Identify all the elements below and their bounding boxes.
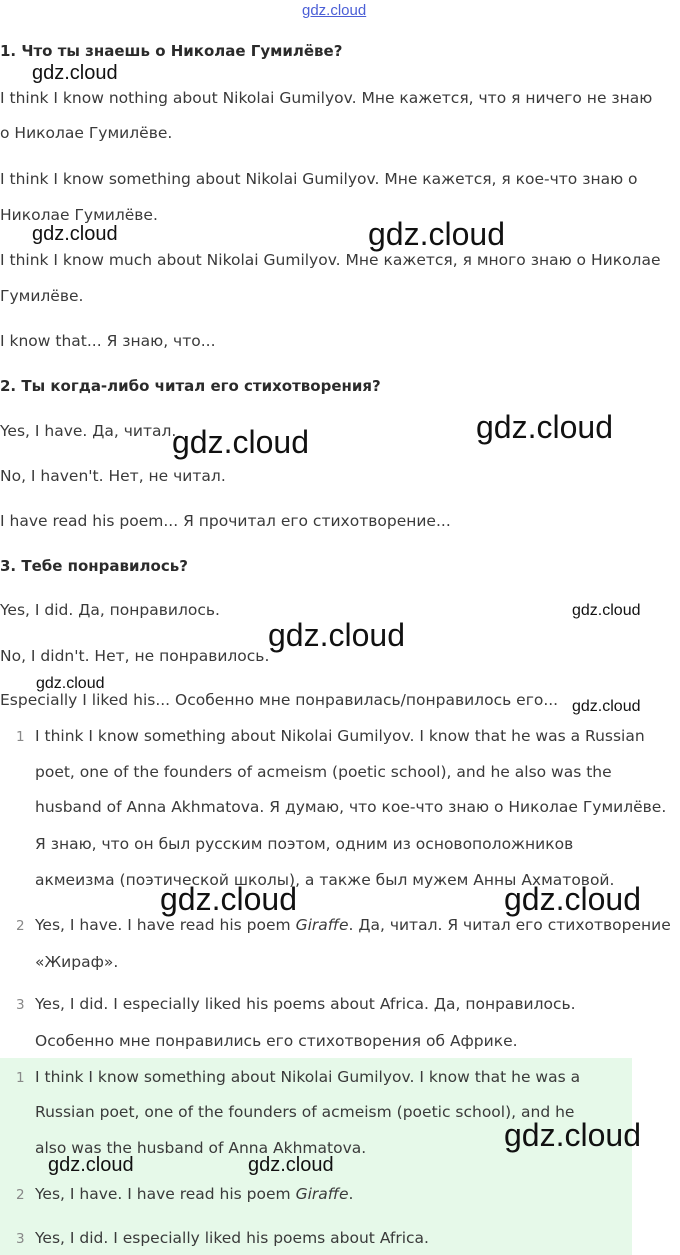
list-item-line: «Жираф».	[35, 953, 119, 971]
list-item-line: I think I know something about Nikolai Gumilyov. I know that he was a	[35, 1068, 581, 1086]
answer-line: I think I know nothing about Nikolai Gumilyov. Мне кажется, что я ничего не знаю	[0, 89, 653, 107]
list-item-number: 2	[16, 918, 25, 934]
watermark: gdz.cloud	[32, 62, 118, 84]
list-item-line: Я знаю, что он был русским поэтом, одним из основоположников	[35, 835, 574, 853]
list-item-line: Russian poet, one of the founders of acmeism (poetic school), and he	[35, 1103, 575, 1121]
watermark: gdz.cloud	[368, 216, 505, 252]
question-2: 2. Ты когда-либо читал его стихотворения?	[0, 377, 381, 395]
watermark: gdz.cloud	[268, 617, 405, 653]
answer-line: No, I didn't. Нет, не понравилось.	[0, 647, 270, 665]
poem-title: Giraffe	[295, 916, 349, 934]
list-item-line: husband of Anna Akhmatova. Я думаю, что кое-что знаю о Николае Гумилёве.	[35, 798, 667, 816]
list-item-number: 2	[16, 1187, 25, 1203]
list-item-line: poet, one of the founders of acmeism (poetic school), and he also was the	[35, 763, 612, 781]
list-item-number: 1	[16, 1070, 25, 1086]
answer-line: Николае Гумилёве.	[0, 206, 158, 224]
question-1: 1. Что ты знаешь о Николае Гумилёве?	[0, 42, 343, 60]
list-item-line: Yes, I did. I especially liked his poems about Africa.	[35, 1229, 429, 1247]
watermark: gdz.cloud	[572, 698, 641, 715]
poem-title: Giraffe	[295, 1185, 349, 1203]
watermark: gdz.cloud	[248, 1154, 334, 1176]
watermark: gdz.cloud	[476, 409, 613, 445]
list-item-number: 1	[16, 729, 25, 745]
watermark: gdz.cloud	[504, 881, 641, 917]
watermark: gdz.cloud	[572, 602, 641, 619]
list-item-line: Особенно мне понравились его стихотворения об Африке.	[35, 1032, 518, 1050]
answer-line: I have read his poem... Я прочитал его стихотворение...	[0, 512, 451, 530]
site-link[interactable]: gdz.cloud	[302, 2, 367, 19]
answer-line: I know that... Я знаю, что...	[0, 332, 216, 350]
answer-line: Гумилёве.	[0, 287, 84, 305]
watermark: gdz.cloud	[504, 1117, 641, 1153]
answer-line: I think I know much about Nikolai Gumilyov. Мне кажется, я много знаю о Николае	[0, 251, 661, 269]
list-item-line: акмеизма (поэтической школы), а также был мужем Анны Ахматовой.	[35, 871, 615, 889]
list-item-line: also was the husband of Anna Akhmatova.	[35, 1139, 367, 1157]
question-3: 3. Тебе понравилось?	[0, 557, 188, 575]
watermark: gdz.cloud	[36, 675, 105, 692]
list-item-line: Yes, I did. I especially liked his poems about Africa. Да, понравилось.	[35, 995, 576, 1013]
list-item-number: 3	[16, 997, 25, 1013]
watermark: gdz.cloud	[48, 1154, 134, 1176]
answer-line: Especially I liked his... Особенно мне понравилась/понравилось его...	[0, 691, 559, 709]
watermark: gdz.cloud	[32, 223, 118, 245]
answer-line: о Николае Гумилёве.	[0, 124, 173, 142]
answer-line: I think I know something about Nikolai Gumilyov. Мне кажется, я кое-что знаю о	[0, 170, 638, 188]
answer-line: No, I haven't. Нет, не читал.	[0, 467, 226, 485]
watermark: gdz.cloud	[172, 424, 309, 460]
list-item-line: Yes, I have. I have read his poem Giraffe.	[35, 1185, 354, 1203]
list-item-number: 3	[16, 1231, 25, 1247]
watermark: gdz.cloud	[160, 881, 297, 917]
list-item-line: I think I know something about Nikolai Gumilyov. I know that he was a Russian	[35, 727, 645, 745]
answer-line: Yes, I did. Да, понравилось.	[0, 601, 220, 619]
list-item-line: Yes, I have. I have read his poem Giraffe. Да, читал. Я читал его стихотворение	[35, 916, 671, 934]
answer-line: Yes, I have. Да, читал.	[0, 422, 177, 440]
